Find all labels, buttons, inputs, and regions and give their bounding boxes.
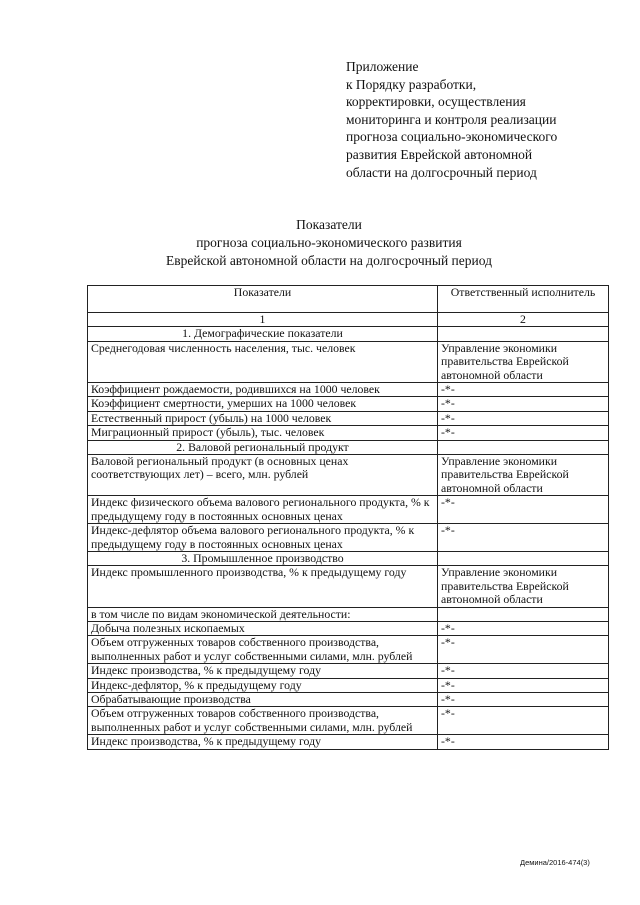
indicator-cell: Коэффициент смертности, умерших на 1000 человек — [88, 397, 438, 411]
indicator-cell: Естественный прирост (убыль) на 1000 человек — [88, 411, 438, 425]
section-empty-cell — [438, 551, 609, 565]
section-empty-cell — [438, 327, 609, 341]
table-row — [88, 397, 609, 411]
executor-cell: Управление экономики правительства Еврейской автономной области — [438, 455, 609, 496]
table-row — [88, 524, 609, 552]
executor-cell: -*- — [438, 426, 609, 440]
appendix-line: мониторинга и контроля реализации — [346, 111, 557, 127]
table-row — [88, 621, 609, 635]
footer-code: Демина/2016-474(3) — [520, 858, 590, 867]
executor-cell: Управление экономики правительства Еврейской автономной области — [438, 341, 609, 382]
section-row — [88, 327, 609, 341]
indicator-cell: Добыча полезных ископаемых — [88, 621, 438, 635]
indicator-cell: Индекс промышленного производства, % к предыдущему году — [88, 566, 438, 607]
indicator-cell: Валовой региональный продукт (в основных ценах соответствующих лет) – всего, млн. рублей — [88, 455, 438, 496]
section-empty-cell — [438, 440, 609, 454]
indicator-cell: Коэффициент рождаемости, родившихся на 1000 человек — [88, 383, 438, 397]
section-title: 2. Валовой региональный продукт — [88, 440, 438, 454]
column-number-1: 1 — [88, 313, 438, 327]
table-row — [88, 607, 609, 621]
section-row — [88, 440, 609, 454]
indicator-cell: Индекс-дефлятор объема валового регионального продукта, % к предыдущему году в постоянных основных ценах — [88, 524, 438, 552]
executor-cell: -*- — [438, 621, 609, 635]
indicator-cell: Миграционный прирост (убыль), тыс. человек — [88, 426, 438, 440]
table-row — [88, 496, 609, 524]
executor-cell: -*- — [438, 692, 609, 706]
indicator-cell: Объем отгруженных товаров собственного производства, выполненных работ и услуг собственными силами, млн. рублей — [88, 707, 438, 735]
executor-cell: -*- — [438, 524, 609, 552]
indicator-cell: Индекс-дефлятор, % к предыдущему году — [88, 678, 438, 692]
table-numbering-row — [88, 313, 609, 327]
indicator-cell: Среднегодовая численность населения, тыс. человек — [88, 341, 438, 382]
executor-cell: -*- — [438, 707, 609, 735]
appendix-line: Приложение — [346, 59, 419, 74]
table-row — [88, 426, 609, 440]
indicator-cell: Индекс производства, % к предыдущему году — [88, 735, 438, 749]
header-indicators: Показатели — [88, 286, 438, 313]
title-line: прогноза социально-экономического развития — [196, 235, 462, 250]
indicator-cell: Обрабатывающие производства — [88, 692, 438, 706]
title-line: Еврейской автономной области на долгосрочный период — [166, 253, 492, 268]
executor-cell — [438, 607, 609, 621]
header-executor: Ответственный исполнитель — [438, 286, 609, 313]
table-row — [88, 455, 609, 496]
table-row — [88, 707, 609, 735]
section-title: 1. Демографические показатели — [88, 327, 438, 341]
table-row — [88, 678, 609, 692]
appendix-line: области на долгосрочный период — [346, 164, 537, 180]
indicator-cell: в том числе по видам экономической деятельности: — [88, 607, 438, 621]
table-header-row — [88, 286, 609, 313]
executor-cell: -*- — [438, 636, 609, 664]
executor-cell: -*- — [438, 664, 609, 678]
table-row — [88, 692, 609, 706]
appendix-line: развития Еврейской автономной — [346, 146, 533, 162]
indicators-table — [87, 285, 609, 750]
appendix-line: к Порядку разработки, — [346, 76, 477, 92]
executor-cell: -*- — [438, 411, 609, 425]
appendix-header — [346, 58, 616, 181]
executor-cell: -*- — [438, 496, 609, 524]
table-row — [88, 341, 609, 382]
appendix-line: прогноза социально-экономического — [346, 129, 558, 145]
table-row — [88, 664, 609, 678]
section-row — [88, 551, 609, 565]
table-row — [88, 735, 609, 749]
executor-cell: Управление экономики правительства Еврейской автономной области — [438, 566, 609, 607]
indicator-cell: Объем отгруженных товаров собственного производства, выполненных работ и услуг собственными силами, млн. рублей — [88, 636, 438, 664]
column-number-2: 2 — [438, 313, 609, 327]
section-title: 3. Промышленное производство — [88, 551, 438, 565]
indicator-cell: Индекс физического объема валового регионального продукта, % к предыдущему году в постоянных основных ценах — [88, 496, 438, 524]
title-line: Показатели — [296, 217, 362, 232]
executor-cell: -*- — [438, 383, 609, 397]
table-row — [88, 411, 609, 425]
table-row — [88, 383, 609, 397]
table-row — [88, 566, 609, 607]
table-row — [88, 636, 609, 664]
executor-cell: -*- — [438, 678, 609, 692]
appendix-line: корректировки, осуществления — [346, 94, 526, 110]
executor-cell: -*- — [438, 397, 609, 411]
document-title — [0, 216, 640, 270]
indicator-cell: Индекс производства, % к предыдущему году — [88, 664, 438, 678]
executor-cell: -*- — [438, 735, 609, 749]
